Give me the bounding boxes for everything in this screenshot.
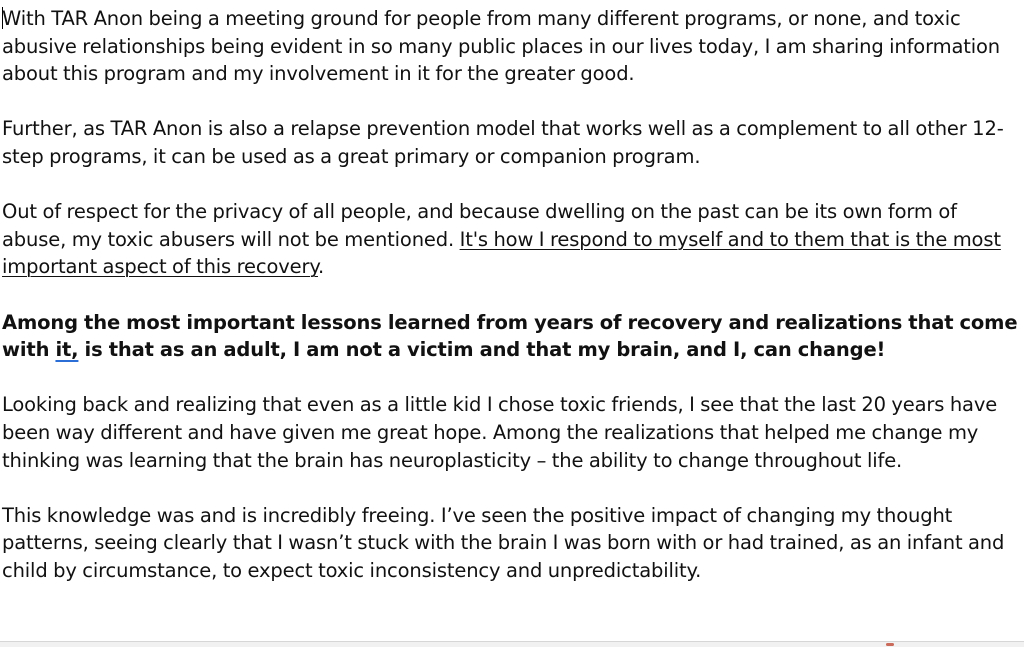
status-marker: [886, 643, 894, 646]
paragraph-1-text: With TAR Anon being a meeting ground for people from many different programs, or none, and toxic abusive relationships being evident in so many public places in our lives today, I am sharing information about this program and my involvement in it for the greater good.: [2, 7, 1001, 86]
paragraph-5: Looking back and realizing that even as a little kid I chose toxic friends, I see that the last 20 years have been way different and have given me great hope. Among the realizations that helped me change my thinking was learning that the brain has neuroplasticity – the ability to change throughout life.: [2, 393, 998, 472]
flagged-word[interactable]: it,: [55, 338, 79, 362]
horizontal-scrollbar[interactable]: [0, 641, 1024, 647]
document-text-area[interactable]: [2, 5, 1018, 612]
paragraph-3: [2, 198, 1018, 281]
paragraph-2: Further, as TAR Anon is also a relapse prevention model that works well as a complement to all other 12-step programs, it can be used as a great primary or companion program.: [2, 117, 1004, 168]
paragraph-4-end: is that as an adult, I am not a victim and that my brain, and I, can change!: [78, 338, 886, 362]
paragraph-4-bold: [2, 309, 1018, 364]
underlined-sentence: It's how I respond to myself and to them that is the most important aspect of this recovery: [2, 227, 1001, 279]
paragraph-4-text: Among the most important lessons learned from years of recovery and realizations that come with: [2, 310, 1018, 362]
paragraph-6: This knowledge was and is incredibly freeing. I’ve seen the positive impact of changing my thought patterns, seeing clearly that I wasn’t stuck with the brain I was born with or had trained, as an infant and child by circumstance, to expect toxic inconsistency and unpredictability.: [2, 503, 1005, 582]
paragraph-3-text: Out of respect for the privacy of all people, and because dwelling on the past can be its own form of abuse, my toxic abusers will not be mentioned.: [2, 200, 957, 251]
paragraph-3-end: .: [317, 255, 325, 279]
paragraph-1: [2, 5, 1018, 88]
